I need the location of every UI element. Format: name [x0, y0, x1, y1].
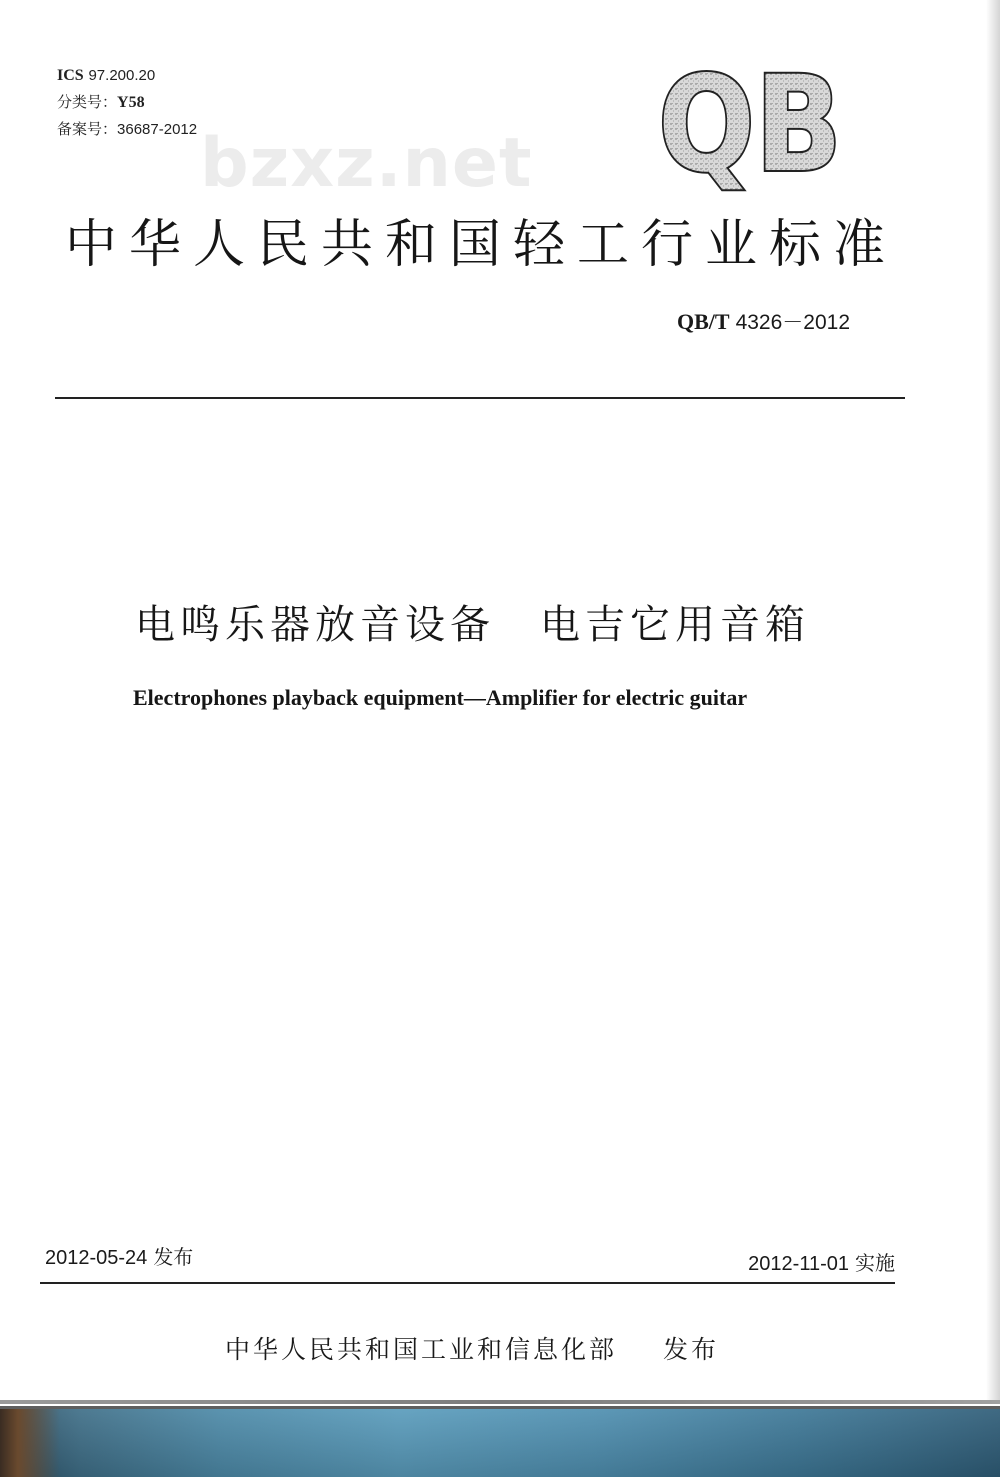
record-line	[57, 116, 197, 143]
qb-logo	[655, 48, 845, 202]
background-photo	[0, 1409, 1000, 1477]
publisher-name: 中华人民共和国工业和信息化部	[225, 1335, 618, 1364]
standard-number	[677, 308, 850, 337]
issue-date-line	[45, 1243, 193, 1272]
publisher-label: 发布	[663, 1335, 720, 1364]
scan-edge-shadow	[986, 0, 1000, 1400]
implementation-label: 实施	[855, 1251, 895, 1275]
standard-code: 4326－2012	[735, 311, 851, 334]
ics-code: 97.200.20	[88, 67, 156, 84]
watermark: bzxz.net	[200, 124, 533, 203]
standard-title: 中华人民共和国轻工行业标准	[65, 215, 898, 275]
standard-prefix: QB/T	[677, 309, 730, 334]
document-title-cn: 电鸣乐器放音设备 电吉它用音箱	[135, 602, 810, 648]
class-label: 分类号：	[57, 93, 118, 111]
ics-label: ICS	[57, 67, 84, 84]
implementation-date-line	[748, 1249, 895, 1278]
classification-header	[57, 62, 197, 143]
bottom-divider	[40, 1282, 895, 1284]
top-divider	[55, 397, 905, 399]
qb-logo-letters: QB	[658, 48, 842, 202]
issue-label: 发布	[153, 1245, 194, 1269]
implementation-date: 2012-11-01	[748, 1253, 849, 1275]
class-line	[57, 89, 197, 116]
record-label: 备案号：	[57, 120, 118, 138]
scan-edge-line	[0, 1400, 1000, 1404]
background-photo-edge	[0, 1409, 60, 1477]
issue-date: 2012-05-24	[45, 1247, 148, 1269]
document-title-en: Electrophones playback equipment—Amplifier for electric guitar	[133, 685, 748, 710]
record-code: 36687-2012	[117, 121, 198, 138]
class-code: Y58	[117, 94, 145, 111]
ics-line	[57, 62, 197, 89]
scan-background-strip	[0, 1398, 1000, 1477]
